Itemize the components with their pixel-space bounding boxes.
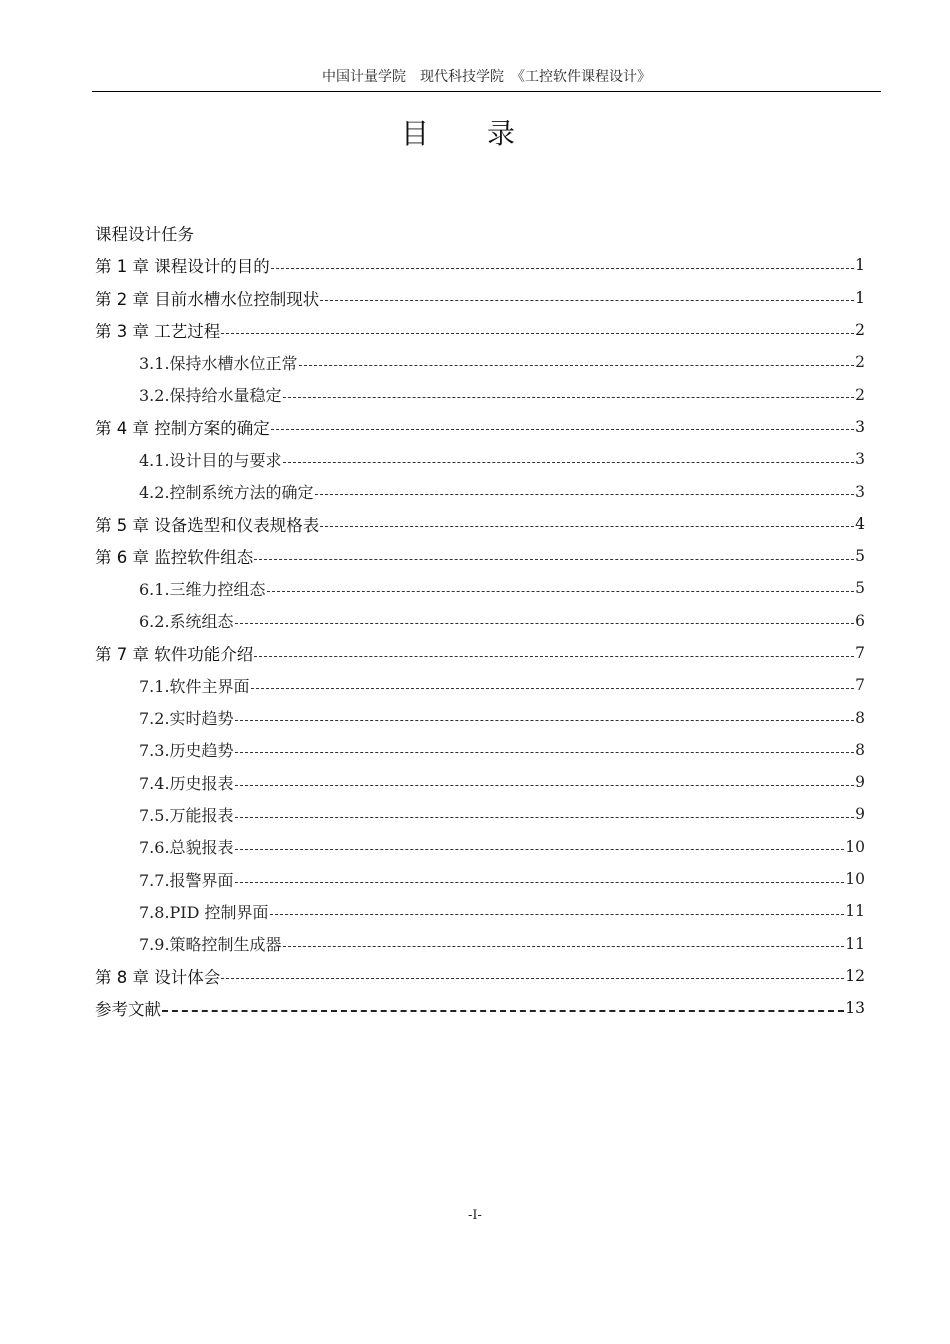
toc-page-number: 8	[855, 740, 865, 759]
toc-entry-label: 7.4.历史报表	[139, 773, 234, 793]
toc-page-number: 10	[845, 837, 865, 856]
toc-section-entry[interactable]	[95, 928, 865, 960]
page-number-footer: -I-	[468, 1208, 482, 1223]
toc-entry-label: 7.1.软件主界面	[139, 676, 250, 696]
toc-entry-label: 7.8.PID 控制界面	[139, 902, 269, 922]
toc-page-number: 12	[845, 966, 865, 985]
toc-entry-label: 3.2.保持给水量稳定	[139, 386, 282, 406]
toc-section-entry[interactable]	[95, 443, 865, 475]
toc-dot-leader	[221, 978, 844, 979]
toc-chapter-entry[interactable]	[95, 282, 865, 314]
toc-page-number: 9	[855, 805, 865, 824]
toc-page-number: 5	[855, 579, 865, 598]
toc-dot-leader	[315, 494, 855, 495]
toc-dot-leader	[283, 462, 855, 463]
toc-dot-leader	[162, 1010, 844, 1012]
toc-entry-label: 第 6 章 监控软件组态	[95, 548, 254, 568]
toc-chapter-entry[interactable]	[95, 992, 865, 1024]
toc-chapter-entry[interactable]	[95, 960, 865, 992]
toc-entry-label: 第 2 章 目前水槽水位控制现状	[95, 289, 320, 309]
toc-dot-leader	[251, 688, 855, 689]
toc-page-number: 3	[855, 482, 865, 501]
toc-page-number: 1	[855, 288, 865, 307]
toc-chapter-entry[interactable]	[95, 508, 865, 540]
toc-section-entry[interactable]	[95, 863, 865, 895]
toc-section-entry[interactable]	[95, 831, 865, 863]
toc-section-entry[interactable]	[95, 605, 865, 637]
toc-chapter-entry[interactable]	[95, 249, 865, 281]
toc-dot-leader	[235, 720, 855, 721]
toc-page-number: 7	[855, 644, 865, 662]
header-text: 中国计量学院 现代科技学院 《工控软件课程设计》	[322, 69, 651, 85]
toc-page-number: 11	[845, 934, 865, 953]
toc-page-number: 8	[855, 708, 865, 727]
toc-entry-label: 6.1.三维力控组态	[139, 579, 266, 599]
toc-page-number: 3	[855, 450, 865, 469]
toc-dot-leader	[283, 946, 845, 947]
toc-entry-label: 7.5.万能报表	[139, 805, 234, 825]
toc-dot-leader	[320, 526, 854, 527]
toc-page-number: 10	[845, 870, 865, 889]
toc-section-entry[interactable]	[95, 572, 865, 604]
toc-chapter-entry[interactable]	[95, 411, 865, 443]
toc-page-number: 3	[855, 417, 865, 436]
toc-chapter-entry[interactable]	[95, 217, 865, 249]
toc-entry-label: 7.9.策略控制生成器	[139, 935, 282, 955]
toc-dot-leader	[267, 591, 855, 592]
toc-dot-leader	[254, 559, 854, 560]
toc-page-number: 13	[845, 999, 865, 1018]
toc-dot-leader	[299, 365, 855, 366]
toc-dot-leader	[235, 785, 855, 786]
toc-page-number: 6	[855, 611, 865, 630]
toc-entry-label: 第 4 章 控制方案的确定	[95, 418, 270, 438]
toc-dot-leader	[320, 300, 854, 301]
toc-entry-label: 第 8 章 设计体会	[95, 967, 221, 987]
toc-entry-label: 第 5 章 设备选型和仪表规格表	[95, 515, 320, 535]
toc-dot-leader	[235, 882, 845, 883]
toc-entry-label: 第 3 章 工艺过程	[95, 322, 221, 342]
toc-section-entry[interactable]	[95, 766, 865, 798]
toc-dot-leader	[235, 849, 845, 850]
toc-section-entry[interactable]	[95, 734, 865, 766]
toc-section-entry[interactable]	[95, 475, 865, 507]
toc-section-entry[interactable]	[95, 895, 865, 927]
toc-chapter-entry[interactable]	[95, 637, 865, 669]
toc-dot-leader	[271, 268, 854, 269]
toc-chapter-entry[interactable]	[95, 314, 865, 346]
toc-section-entry[interactable]	[95, 378, 865, 410]
toc-page-number: 5	[855, 547, 865, 566]
toc-entry-label: 7.3.历史趋势	[139, 741, 234, 761]
toc-entry-label: 第 1 章 课程设计的目的	[95, 257, 270, 277]
toc-dot-leader	[235, 623, 855, 624]
toc-entry-label: 7.6.总貌报表	[139, 838, 234, 858]
toc-dot-leader	[235, 752, 855, 753]
toc-dot-leader	[271, 429, 854, 430]
toc-page-number: 11	[845, 902, 865, 921]
toc-dot-leader	[221, 333, 854, 334]
toc-dot-leader	[283, 397, 855, 398]
toc-section-entry[interactable]	[95, 701, 865, 733]
toc-entry-label: 6.2.系统组态	[139, 612, 234, 632]
toc-section-entry[interactable]	[95, 346, 865, 378]
toc-section-entry[interactable]	[95, 798, 865, 830]
toc-dot-leader	[254, 656, 854, 657]
toc-entry-label: 4.1.设计目的与要求	[139, 450, 282, 470]
toc-chapter-entry[interactable]	[95, 540, 865, 572]
toc-page-number: 7	[855, 676, 865, 695]
toc-page-number: 2	[855, 353, 865, 372]
table-of-contents	[95, 217, 865, 1024]
toc-entry-label: 课程设计任务	[95, 225, 194, 245]
toc-page-number: 9	[855, 773, 865, 792]
toc-page-number: 1	[855, 256, 865, 275]
toc-section-entry[interactable]	[95, 669, 865, 701]
toc-entry-label: 7.2.实时趋势	[139, 709, 234, 729]
toc-entry-label: 第 7 章 软件功能介绍	[95, 645, 254, 664]
toc-entry-label: 参考文献	[95, 1000, 161, 1020]
toc-page-number: 2	[855, 385, 865, 404]
toc-page-number: 4	[855, 514, 865, 533]
toc-entry-label: 7.7.报警界面	[139, 870, 234, 890]
toc-entry-label: 4.2.控制系统方法的确定	[139, 483, 314, 503]
toc-page-number: 2	[855, 321, 865, 340]
toc-dot-leader	[270, 914, 845, 915]
page-header	[92, 66, 881, 92]
page-title: 目录	[400, 117, 573, 150]
toc-dot-leader	[235, 817, 855, 818]
toc-entry-label: 3.1.保持水槽水位正常	[139, 353, 298, 373]
